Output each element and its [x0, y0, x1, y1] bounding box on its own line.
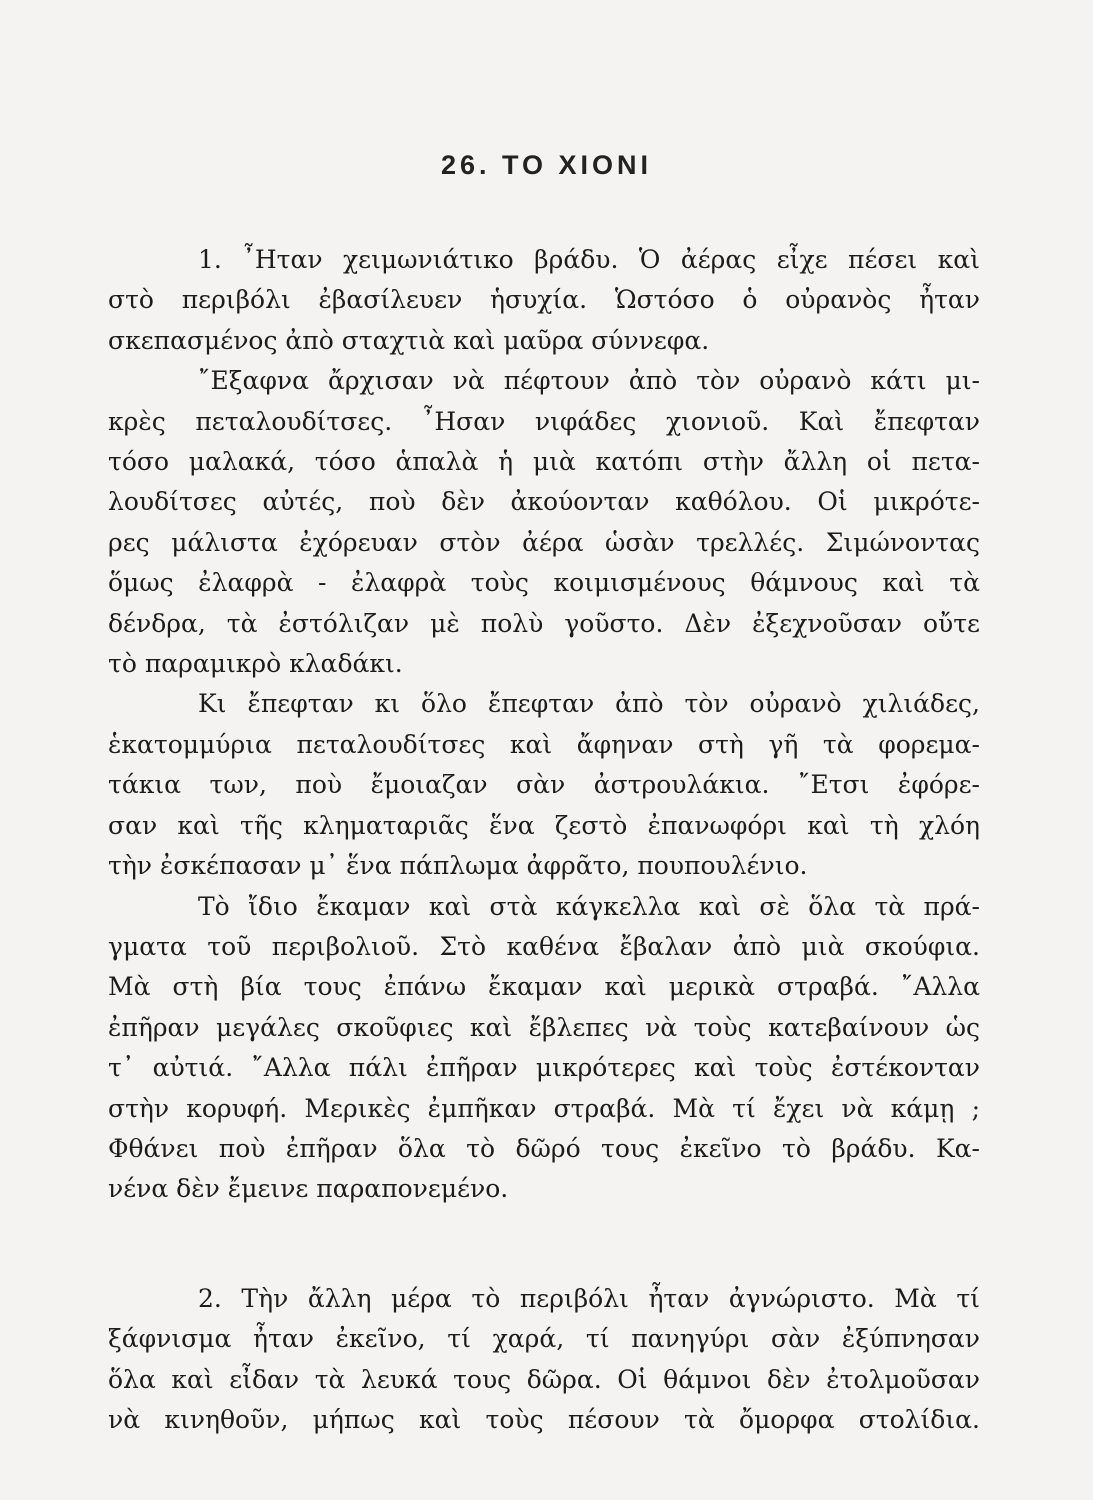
text-line: 1. ῏Ηταν χειμωνιάτικο βράδυ. Ὁ ἀέρας εἶχε πέσει καὶ [198, 245, 980, 274]
text-line: Κι ἔπεφταν κι ὅλο ἔπεφταν ἀπὸ τὸν οὐρανὸ χιλιάδες, [198, 689, 980, 719]
section-2-paragraphs [108, 1279, 980, 1441]
text-line: νὰ κινηθοῦν, μήπως καὶ τοὺς πέσουν τὰ ὄμορφα στολίδια. [108, 1405, 980, 1435]
text-line: στὸ περιβόλι ἐβασίλευεν ἡσυχία. Ὡστόσο ὁ οὐρανὸς ἦταν [108, 285, 980, 315]
text-line: νένα δὲν ἔμεινε παραπονεμένο. [108, 1174, 509, 1204]
text-line: τάκια των, ποὺ ἔμοιαζαν σὰν ἀστρουλάκια. ῎Ετσι ἐφόρε- [108, 770, 980, 800]
text-line: σκεπασμένος ἀπὸ σταχτιὰ καὶ μαῦρα σύννεφα. [108, 325, 710, 355]
text-line: σαν καὶ τῆς κληματαριᾶς ἕνα ζεστὸ ἐπανωφόρι καὶ τὴ χλόη [108, 810, 980, 840]
text-line: ῎Εξαφνα ἄρχισαν νὰ πέφτουν ἀπὸ τὸν οὐρανὸ κάτι μι- [198, 366, 980, 396]
text-line: τ᾽ αὐτιά. ῎Αλλα πάλι ἐπῆραν μικρότερες καὶ τοὺς ἐστέκονταν [108, 1053, 980, 1083]
text-line: τόσο μαλακά, τόσο ἁπαλὰ ἡ μιὰ κατόπι στὴν ἄλλη οἱ πετα- [108, 447, 980, 477]
text-line: Τὸ ἴδιο ἔκαμαν καὶ στὰ κάγκελλα καὶ σὲ ὅλα τὰ πρά- [198, 891, 980, 921]
text-line: δένδρα, τὰ ἐστόλιζαν μὲ πολὺ γοῦστο. Δὲν ἐξεχνοῦσαν οὔτε [108, 608, 980, 638]
text-line: ρες μάλιστα ἐχόρευαν στὸν ἀέρα ὡσὰν τρελλές. Σιμώνοντας [108, 527, 980, 557]
text-line: ὅμως ἐλαφρὰ - ἐλαφρὰ τοὺς κοιμισμένους θάμνους καὶ τὰ [108, 568, 980, 598]
text-line: ἑκατομμύρια πεταλουδίτσες καὶ ἄφηναν στὴ γῆ τὰ φορεμα- [108, 729, 980, 759]
text-line: στὴν κορυφή. Μερικὲς ἐμπῆκαν στραβά. Μὰ τί ἔχει νὰ κάμῃ ; [108, 1093, 980, 1123]
text-line: τὸ παραμικρὸ κλαδάκι. [108, 649, 403, 679]
text-line: ξάφνισμα ἦταν ἐκεῖνο, τί χαρά, τί πανηγύρι σὰν ἐξύπνησαν [108, 1324, 980, 1354]
text-line: κρὲς πεταλουδίτσες. ῏Ησαν νιφάδες χιονιοῦ. Καὶ ἔπεφταν [108, 406, 980, 436]
text-line: τὴν ἐσκέπασαν μ᾽ ἕνα πάπλωμα ἀφρᾶτο, πουπουλένιο. [108, 851, 808, 881]
text-line: γματα τοῦ περιβολιοῦ. Στὸ καθένα ἔβαλαν ἀπὸ μιὰ σκούφια. [108, 931, 980, 961]
chapter-title: 26. ΤΟ ΧΙΟΝΙ [440, 150, 653, 180]
text-line: λουδίτσες αὐτές, ποὺ δὲν ἀκούονταν καθόλου. Οἱ μικρότε- [108, 487, 980, 517]
text-line: ὅλα καὶ εἶδαν τὰ λευκά τους δῶρα. Οἱ θάμνοι δὲν ἐτολμοῦσαν [108, 1364, 980, 1394]
text-line: Μὰ στὴ βία τους ἐπάνω ἔκαμαν καὶ μερικὰ στραβά. ῎Αλλα [108, 972, 980, 1002]
section-1-paragraphs [108, 240, 980, 1210]
text-line: 2. Τὴν ἄλλη μέρα τὸ περιβόλι ἦταν ἀγνώριστο. Μὰ τί [198, 1284, 980, 1313]
text-line: ἐπῆραν μεγάλες σκοῦφιες καὶ ἔβλεπες νὰ τοὺς κατεβαίνουν ὡς [108, 1012, 980, 1042]
text-line: Φθάνει ποὺ ἐπῆραν ὅλα τὸ δῶρό τους ἐκεῖνο τὸ βράδυ. Κα- [108, 1133, 980, 1163]
